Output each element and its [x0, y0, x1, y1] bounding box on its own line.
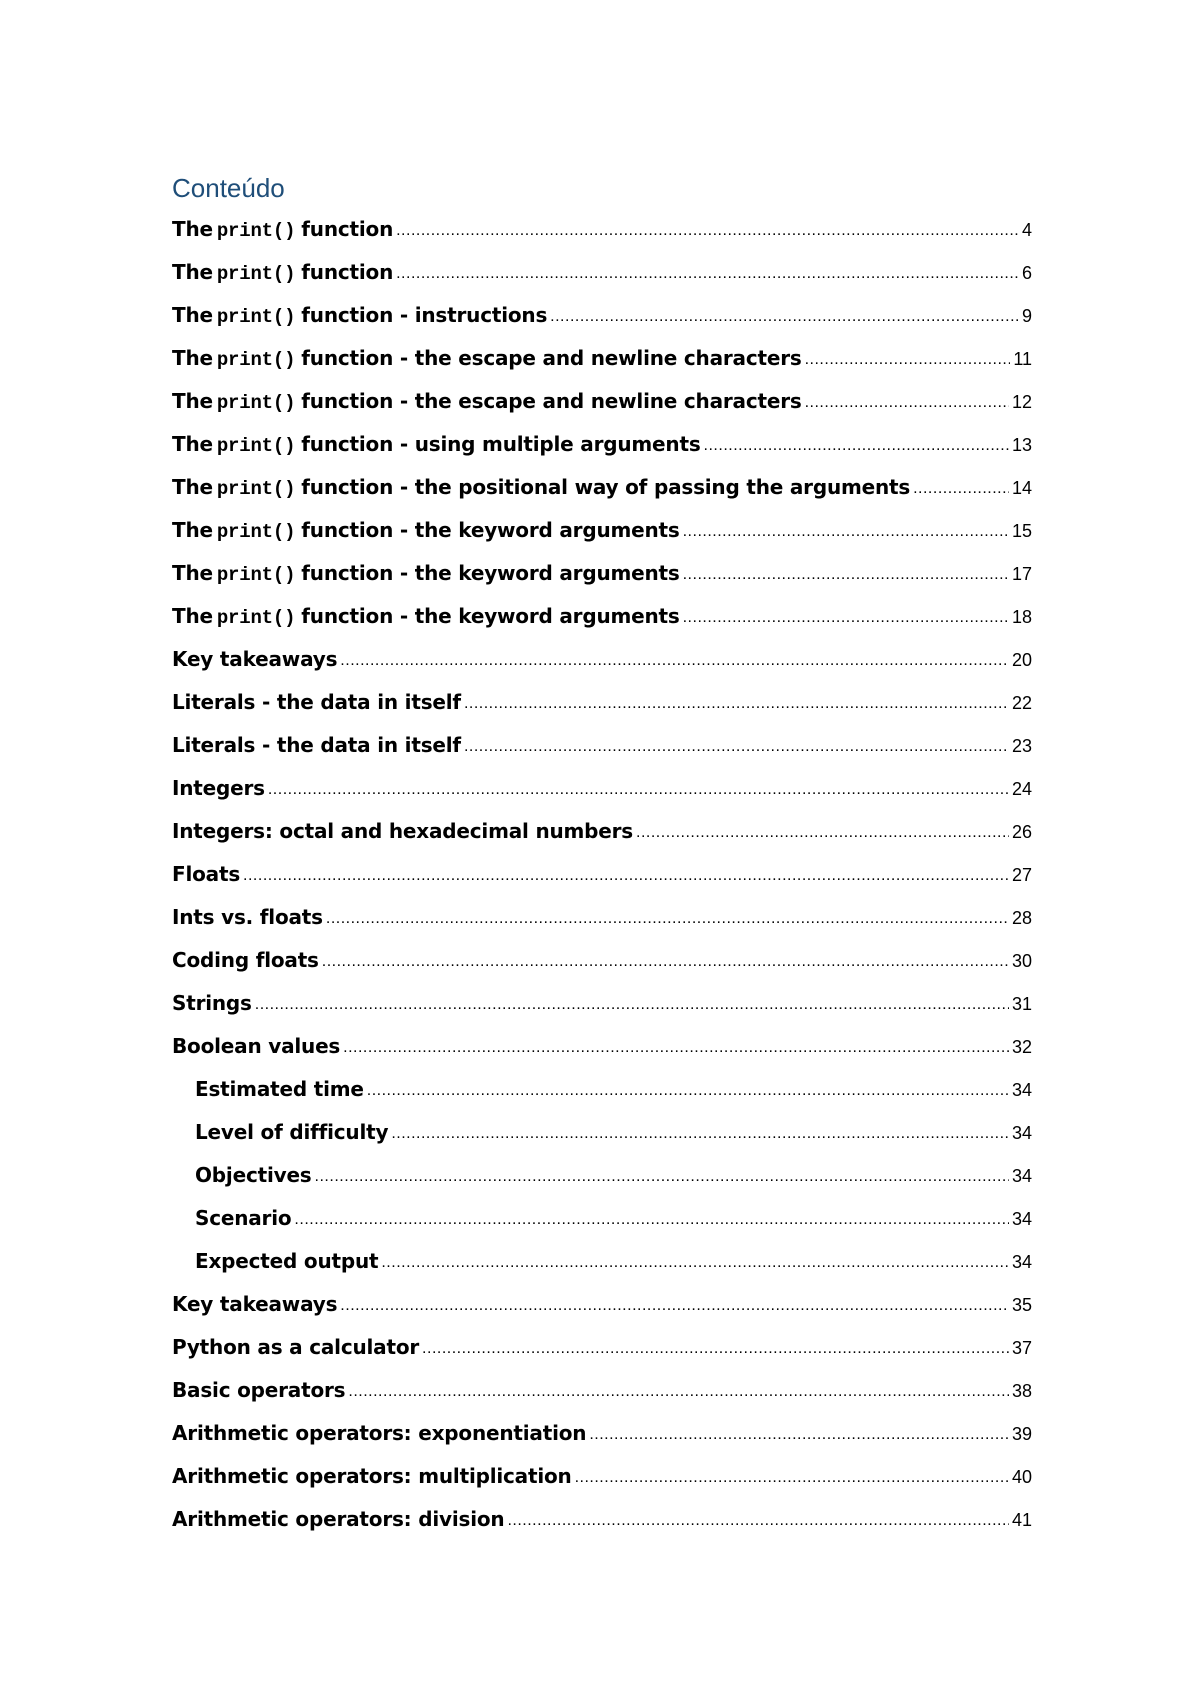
toc-dot-leader [550, 295, 1019, 338]
toc-entry[interactable] [172, 681, 1032, 724]
toc-entry-text[interactable]: Key takeaways [172, 1292, 338, 1316]
toc-entry-text[interactable] [172, 294, 547, 339]
toc-entry-suffix: function - using multiple arguments [301, 432, 701, 456]
toc-entry-prefix: The [172, 260, 213, 284]
toc-entry-text[interactable]: Arithmetic operators: exponentiation [172, 1421, 587, 1445]
toc-page-number[interactable]: 11 [1013, 349, 1032, 369]
toc-entry-prefix: The [172, 217, 213, 241]
toc-dot-leader [805, 338, 1011, 381]
toc-dot-leader [683, 553, 1009, 596]
toc-entry-code: print() [216, 607, 296, 629]
toc-entry[interactable] [172, 552, 1032, 595]
toc-entry[interactable] [172, 724, 1032, 767]
toc-entry-code: print() [216, 392, 296, 414]
toc-entry-text[interactable]: Arithmetic operators: division [172, 1507, 505, 1531]
toc-page-number[interactable]: 14 [1011, 478, 1032, 498]
toc-entry-text[interactable]: Literals - the data in itself [172, 733, 461, 757]
toc-entry-prefix: The [172, 561, 213, 585]
toc-page-number[interactable]: 34 [1011, 1166, 1032, 1186]
toc-entry[interactable] [172, 1154, 1032, 1197]
toc-page-number[interactable]: 35 [1011, 1295, 1032, 1315]
toc-dot-leader [396, 209, 1019, 252]
toc-entry-text[interactable]: Boolean values [172, 1034, 341, 1058]
toc-entry-text[interactable] [172, 251, 393, 296]
toc-page-number[interactable]: 37 [1011, 1338, 1032, 1358]
toc-entry-prefix: The [172, 346, 213, 370]
toc-entry-suffix: function - the keyword arguments [301, 561, 680, 585]
toc-dot-leader [464, 725, 1009, 768]
toc-dot-leader [348, 1370, 1009, 1413]
toc-entry-suffix: function - the escape and newline characters [301, 389, 802, 413]
toc-entry-text[interactable] [172, 509, 680, 554]
toc-dot-leader [805, 381, 1009, 424]
toc-page-number[interactable]: 23 [1011, 736, 1032, 756]
toc-entry-suffix: function [301, 217, 394, 241]
toc-dot-leader [326, 897, 1009, 940]
toc-entry-text[interactable]: Scenario [195, 1206, 292, 1230]
toc-entry-text[interactable]: Estimated time [195, 1077, 364, 1101]
toc-page-number[interactable]: 34 [1011, 1252, 1032, 1272]
toc-entry-text[interactable] [172, 208, 393, 253]
toc-dot-leader [575, 1456, 1009, 1499]
toc-entry[interactable] [172, 208, 1032, 251]
toc-entry[interactable] [172, 251, 1032, 294]
toc-entry-code: print() [216, 478, 296, 500]
toc-entry[interactable] [172, 294, 1032, 337]
toc-entry[interactable] [172, 767, 1032, 810]
toc-page-number[interactable]: 6 [1021, 263, 1032, 283]
toc-dot-leader [422, 1327, 1009, 1370]
toc-entry-suffix: function - the positional way of passing the arguments [301, 475, 911, 499]
toc-entry-text[interactable] [172, 423, 701, 468]
toc-entry[interactable] [172, 1369, 1032, 1412]
toc-entry-code: print() [216, 521, 296, 543]
toc-dot-leader [343, 1026, 1009, 1069]
toc-entry[interactable] [172, 595, 1032, 638]
toc-dot-leader [381, 1241, 1009, 1284]
toc-entry[interactable] [172, 810, 1032, 853]
toc-entry-prefix: The [172, 475, 213, 499]
toc-entry-text[interactable]: Literals - the data in itself [172, 690, 461, 714]
toc-entry[interactable] [172, 1240, 1032, 1283]
toc-entry-text[interactable]: Integers: octal and hexadecimal numbers [172, 819, 634, 843]
toc-dot-leader [315, 1155, 1009, 1198]
toc-entry-code: print() [216, 306, 296, 328]
toc-entry-suffix: function [301, 260, 394, 284]
toc-entry-suffix: function - the escape and newline characters [301, 346, 802, 370]
toc-entry[interactable] [172, 939, 1032, 982]
toc-entry-suffix: function - the keyword arguments [301, 604, 680, 628]
toc-entry-text[interactable] [172, 337, 802, 382]
toc-entry-text[interactable]: Arithmetic operators: multiplication [172, 1464, 572, 1488]
toc-entry-text[interactable]: Ints vs. floats [172, 905, 323, 929]
toc-entry-text[interactable]: Integers [172, 776, 265, 800]
toc-page-number[interactable]: 34 [1011, 1209, 1032, 1229]
toc-entry[interactable] [172, 1197, 1032, 1240]
toc-dot-leader [704, 424, 1009, 467]
toc-entry-text[interactable] [172, 595, 680, 640]
toc-dot-leader [294, 1198, 1009, 1241]
toc-entry[interactable] [172, 1025, 1032, 1068]
toc-entry[interactable] [172, 982, 1032, 1025]
toc-entry-text[interactable]: Key takeaways [172, 647, 338, 671]
toc-page-number[interactable]: 18 [1011, 607, 1032, 627]
toc-entry-code: print() [216, 435, 296, 457]
toc-page-number[interactable]: 22 [1011, 693, 1032, 713]
toc-entry[interactable] [172, 1455, 1032, 1498]
toc-dot-leader [268, 768, 1009, 811]
toc-entry-suffix: function - the keyword arguments [301, 518, 680, 542]
toc-page-number[interactable]: 15 [1011, 521, 1032, 541]
toc-entry[interactable] [172, 380, 1032, 423]
toc-entry-text[interactable] [172, 466, 910, 511]
toc-entry-code: print() [216, 263, 296, 285]
toc-entry-text[interactable]: Basic operators [172, 1378, 346, 1402]
toc-entry-code: print() [216, 349, 296, 371]
toc-title: Conteúdo [172, 173, 285, 203]
toc-entry[interactable] [172, 1111, 1032, 1154]
toc-entry[interactable] [172, 1412, 1032, 1455]
toc-entry-text[interactable]: Strings [172, 991, 252, 1015]
toc-entry[interactable] [172, 509, 1032, 552]
toc-dot-leader [340, 639, 1009, 682]
toc-entry[interactable] [172, 853, 1032, 896]
toc-dot-leader [322, 940, 1009, 983]
toc-page-number[interactable]: 12 [1011, 392, 1032, 412]
toc-entry-prefix: The [172, 389, 213, 413]
toc-dot-leader [255, 983, 1009, 1026]
toc-dot-leader [683, 596, 1009, 639]
toc-entry-text[interactable] [172, 380, 802, 425]
toc-page-number[interactable]: 26 [1011, 822, 1032, 842]
toc-page-number[interactable]: 24 [1011, 779, 1032, 799]
toc-entry[interactable] [172, 638, 1032, 681]
toc-page-number[interactable]: 9 [1021, 306, 1032, 326]
toc-page-number[interactable]: 32 [1011, 1037, 1032, 1057]
toc-entry[interactable] [172, 1498, 1032, 1541]
toc-dot-leader [589, 1413, 1009, 1456]
toc-entry-prefix: The [172, 303, 213, 327]
toc-entry-text[interactable]: Floats [172, 862, 241, 886]
toc-entry-text[interactable]: Coding floats [172, 948, 319, 972]
toc-entry-prefix: The [172, 432, 213, 456]
toc-entry-text[interactable] [172, 552, 680, 597]
toc-entry[interactable] [172, 423, 1032, 466]
toc-dot-leader [340, 1284, 1009, 1327]
toc-page-number[interactable]: 17 [1011, 564, 1032, 584]
toc-entry-code: print() [216, 220, 296, 242]
toc-entry[interactable] [172, 337, 1032, 380]
toc-entry[interactable] [172, 1326, 1032, 1369]
toc-dot-leader [391, 1112, 1009, 1155]
toc-dot-leader [913, 467, 1009, 510]
toc-page-number[interactable]: 20 [1011, 650, 1032, 670]
toc-entry[interactable] [172, 896, 1032, 939]
toc-page-number[interactable]: 31 [1011, 994, 1032, 1014]
toc-entry-text[interactable]: Expected output [195, 1249, 379, 1273]
table-of-contents [172, 168, 1032, 1541]
toc-entry-prefix: The [172, 518, 213, 542]
toc-entry-text[interactable]: Level of difficulty [195, 1120, 389, 1144]
toc-dot-leader [367, 1069, 1009, 1112]
toc-dot-leader [683, 510, 1009, 553]
toc-entry-prefix: The [172, 604, 213, 628]
toc-page-number[interactable]: 27 [1011, 865, 1032, 885]
toc-entry[interactable] [172, 466, 1032, 509]
toc-list [172, 208, 1032, 1541]
toc-dot-leader [464, 682, 1009, 725]
toc-page-number[interactable]: 28 [1011, 908, 1032, 928]
toc-dot-leader [636, 811, 1009, 854]
toc-entry[interactable] [172, 1283, 1032, 1326]
toc-page-number[interactable]: 40 [1011, 1467, 1032, 1487]
toc-entry-text[interactable]: Objectives [195, 1163, 312, 1187]
toc-dot-leader [243, 854, 1009, 897]
toc-page-number[interactable]: 30 [1011, 951, 1032, 971]
toc-dot-leader [507, 1499, 1009, 1542]
toc-entry-text[interactable]: Python as a calculator [172, 1335, 420, 1359]
toc-entry-code: print() [216, 564, 296, 586]
toc-page-number[interactable]: 4 [1021, 220, 1032, 240]
toc-page-number[interactable]: 41 [1011, 1510, 1032, 1530]
toc-page-number[interactable]: 34 [1011, 1123, 1032, 1143]
toc-page-number[interactable]: 13 [1011, 435, 1032, 455]
toc-page-number[interactable]: 38 [1011, 1381, 1032, 1401]
toc-page-number[interactable]: 34 [1011, 1080, 1032, 1100]
toc-entry[interactable] [172, 1068, 1032, 1111]
toc-entry-suffix: function - instructions [301, 303, 548, 327]
toc-page-number[interactable]: 39 [1011, 1424, 1032, 1444]
toc-dot-leader [396, 252, 1019, 295]
